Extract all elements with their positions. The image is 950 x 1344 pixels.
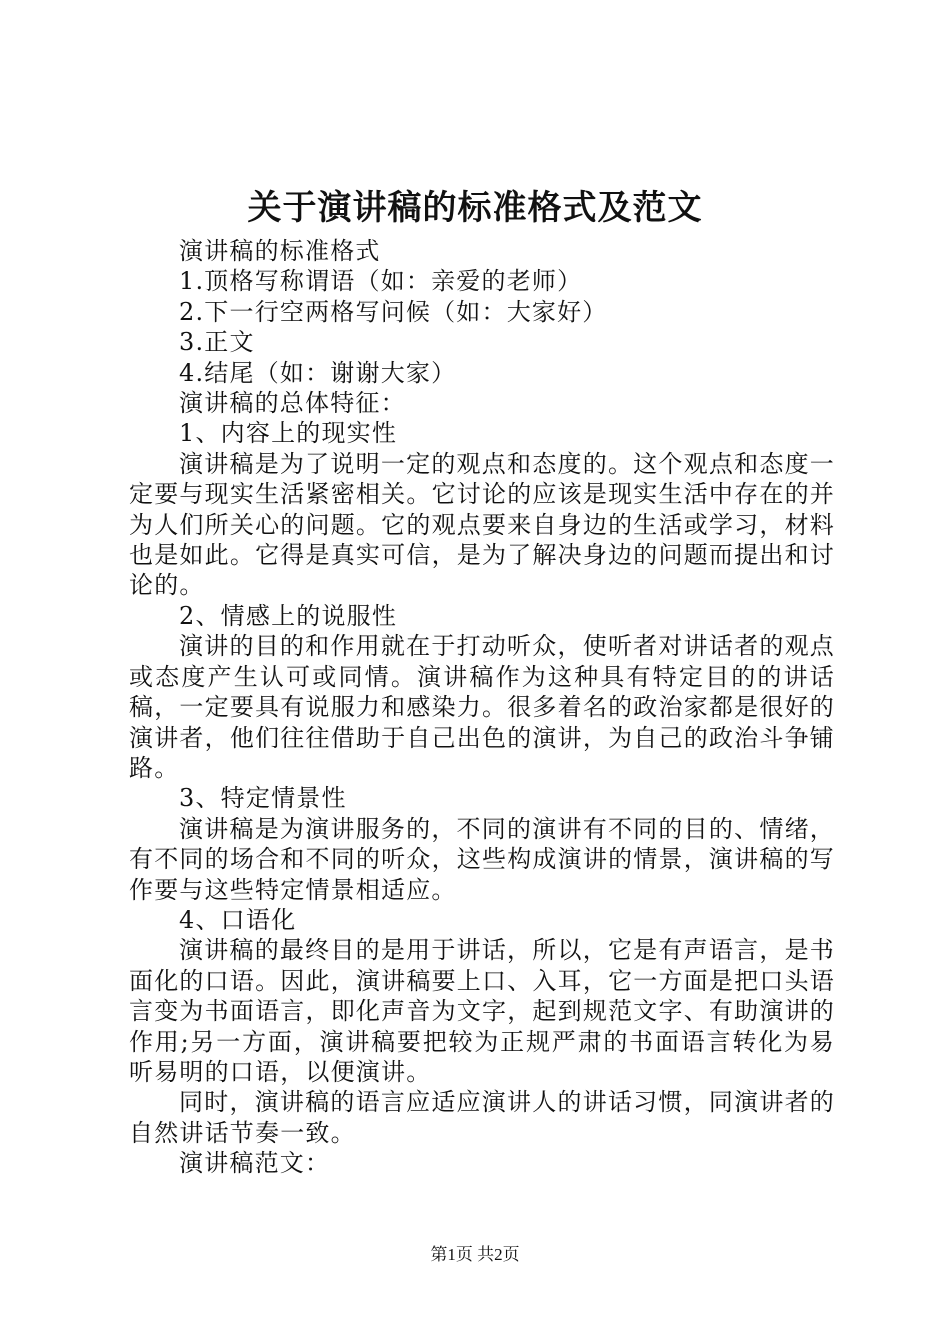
paragraph-feature-4-note: 同时，演讲稿的语言应适应演讲人的讲话习惯，同演讲者的自然讲话节奏一致。 xyxy=(129,1088,835,1147)
paragraph-feature-3-heading: 3、特定情景性 xyxy=(179,784,347,813)
paragraph-feature-3-body: 演讲稿是为演讲服务的，不同的演讲有不同的目的、情绪，有不同的场合和不同的听众，这些构成演讲的情景，演讲稿的写作要与这些特定情景相适应。 xyxy=(129,814,835,904)
paragraph-features-heading: 演讲稿的总体特征： xyxy=(179,389,406,418)
paragraph-format-step-1: 1.顶格写称谓语（如：亲爱的老师） xyxy=(179,267,583,296)
paragraph-feature-1-heading: 1、内容上的现实性 xyxy=(179,419,398,448)
paragraph-feature-2-body: 演讲的目的和作用就在于打动听众，使听者对讲话者的观点或态度产生认可或同情。演讲稿作为这种具有特定目的的讲话稿，一定要具有说服力和感染力。很多着名的政治家都是很好的演讲者，他们往往借助于自己出色的演讲，为自己的政治斗争铺路。 xyxy=(129,632,835,782)
paragraph-format-heading: 演讲稿的标准格式 xyxy=(179,237,381,265)
paragraph-feature-4-body: 演讲稿的最终目的是用于讲话，所以，它是有声语言，是书面化的口语。因此，演讲稿要上口、入耳，它一方面是把口头语言变为书面语言，即化声音为文字，起到规范文字、有助演讲的作用;另一方面，演讲稿要把较为正规严肃的书面语言转化为易听易明的口语，以便演讲。 xyxy=(129,936,835,1086)
paragraph-feature-2-heading: 2、情感上的说服性 xyxy=(179,601,398,630)
document-title: 关于演讲稿的标准格式及范文 xyxy=(247,188,703,228)
paragraph-sample-heading: 演讲稿范文： xyxy=(179,1149,331,1178)
paragraph-feature-4-heading: 4、口语化 xyxy=(179,905,297,934)
paragraph-format-step-3: 3.正文 xyxy=(179,328,255,357)
paragraph-format-step-2: 2.下一行空两格写问候（如：大家好） xyxy=(179,297,608,326)
document-body xyxy=(129,236,835,1179)
paragraph-format-step-4: 4.结尾（如：谢谢大家） xyxy=(179,358,457,387)
page-number-footer: 第1页 共2页 xyxy=(430,1245,520,1264)
paragraph-feature-1-body: 演讲稿是为了说明一定的观点和态度的。这个观点和态度一定要与现实生活紧密相关。它讨论的应该是现实生活中存在的并为人们所关心的问题。它的观点要来自身边的生活或学习，材料也是如此。它得是真实可信，是为了解决身边的问题而提出和讨论的。 xyxy=(129,449,835,600)
